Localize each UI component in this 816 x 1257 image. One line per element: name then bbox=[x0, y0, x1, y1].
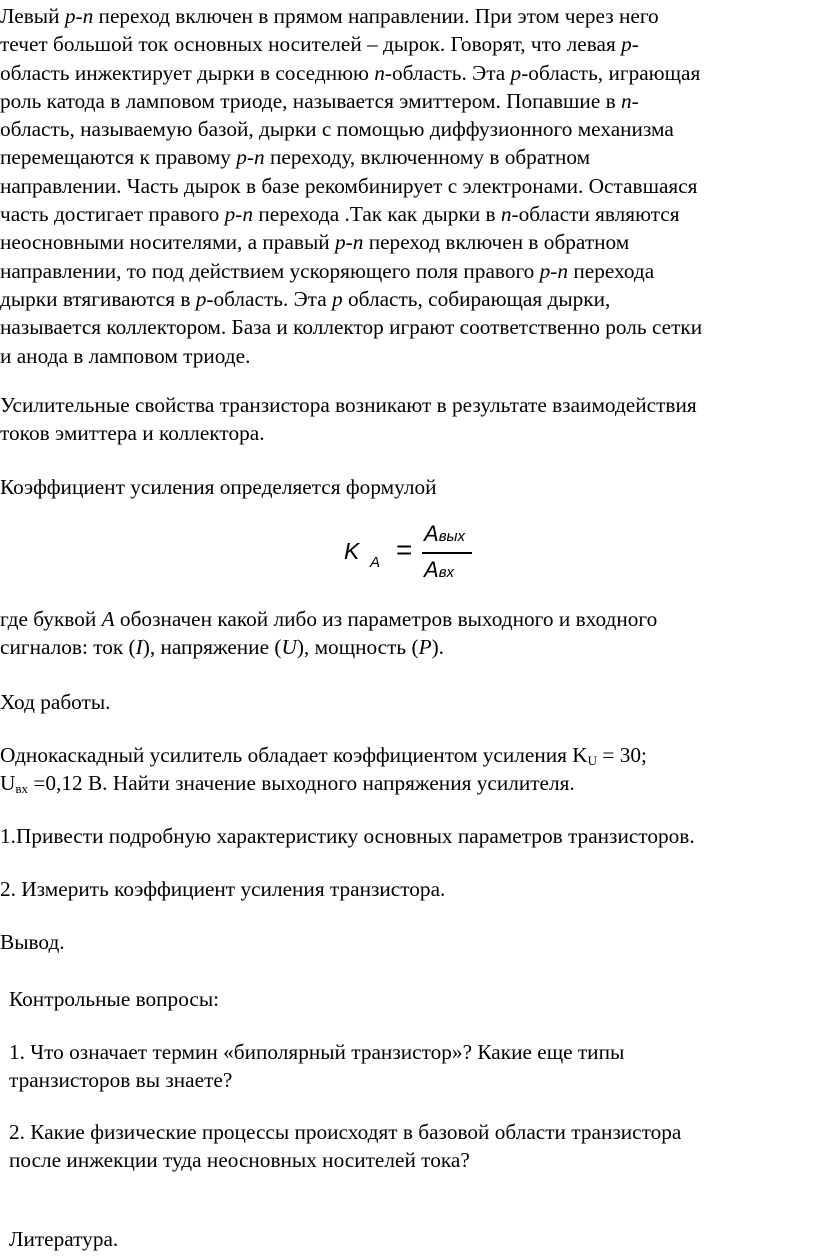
text-line: транзисторов вы знаете? bbox=[9, 1068, 233, 1093]
text-line bbox=[0, 769, 647, 797]
text-run: направлении, то под действием ускоряющего поля правого bbox=[0, 258, 540, 283]
text-run: - bbox=[631, 32, 639, 57]
literature-heading: Литература. bbox=[9, 1227, 119, 1251]
question-2 bbox=[9, 1118, 681, 1175]
text-run: -область. Эта bbox=[384, 60, 511, 85]
italic-term: p-n bbox=[236, 145, 265, 170]
formula-equals: = bbox=[396, 534, 413, 565]
text-line bbox=[0, 30, 702, 58]
text-run: роль катода в ламповом триоде, называется эмиттером. Попавшие в bbox=[0, 88, 621, 113]
italic-term: n bbox=[374, 60, 385, 85]
text-run: область, собирающая дырки, bbox=[342, 286, 611, 311]
text-line bbox=[0, 605, 657, 633]
text-line: называется коллектором. База и коллектор играют соответственно роль сетки bbox=[0, 315, 703, 340]
text-run: ). bbox=[431, 635, 444, 660]
step-2: 2. Измерить коэффициент усиления транзистора. bbox=[0, 877, 446, 901]
text-run: Левый bbox=[0, 4, 65, 28]
text-line bbox=[0, 2, 702, 30]
text-line: 2. Какие физические процессы происходят в базовой области транзистора bbox=[9, 1120, 682, 1144]
text-line: область, называемую базой, дырки с помощью диффузионного механизма bbox=[0, 117, 674, 142]
text-run: течет большой ток основных носителей – дырок. Говорят, что левая bbox=[0, 32, 622, 57]
italic-term: p-n bbox=[224, 202, 254, 227]
text-line bbox=[0, 87, 702, 115]
italic-term: I bbox=[135, 635, 143, 660]
text-run: Однокаскадный усилитель обладает коэффициентом усиления K bbox=[0, 743, 588, 767]
text-run: ), напряжение ( bbox=[142, 635, 282, 660]
text-line bbox=[0, 228, 702, 256]
italic-term: p-n bbox=[539, 258, 569, 283]
text-line bbox=[0, 59, 702, 87]
where-paragraph bbox=[0, 605, 657, 662]
text-run: -области являются bbox=[511, 202, 680, 227]
text-line: направлении. Часть дырок в базе рекомбинирует с электронами. Оставшаяся bbox=[0, 173, 698, 198]
italic-term: p-n bbox=[334, 230, 364, 255]
text-run: -область. Эта bbox=[206, 286, 333, 311]
intro-paragraph bbox=[0, 2, 702, 370]
text-run: -область, играющая bbox=[521, 60, 701, 85]
text-run: переход включен в прямом направлении. При этом через него bbox=[93, 4, 659, 28]
text-run: перемещаются к правому bbox=[0, 145, 237, 170]
italic-term: p bbox=[621, 32, 632, 57]
formula-k-subscript: A bbox=[370, 554, 381, 571]
italic-term: A bbox=[101, 607, 115, 631]
question-1 bbox=[9, 1038, 624, 1095]
italic-term: U bbox=[281, 635, 297, 660]
text-run: ), мощность ( bbox=[296, 635, 419, 660]
text-run: - bbox=[631, 88, 639, 113]
numerator-subscript: вых bbox=[438, 528, 466, 545]
subscript: вх bbox=[15, 781, 29, 797]
text-run: обозначен какой либо из параметров выходного и входного bbox=[114, 607, 658, 631]
questions-heading: Контрольные вопросы: bbox=[9, 987, 220, 1011]
subscript: U bbox=[587, 753, 598, 768]
text-run: = 30; bbox=[597, 743, 647, 767]
text-line: после инжекции туда неосновных носителей тока? bbox=[9, 1148, 470, 1173]
text-run: часть достигает правого bbox=[0, 202, 225, 227]
text-line: токов эмиттера и коллектора. bbox=[0, 421, 265, 446]
text-run: неосновными носителями, а правый bbox=[0, 230, 335, 255]
text-run: перехода bbox=[568, 258, 655, 283]
italic-term: n bbox=[500, 202, 512, 227]
text-run: U bbox=[0, 771, 16, 796]
text-line bbox=[0, 143, 702, 171]
coef-intro: Коэффициент усиления определяется формулой bbox=[0, 475, 437, 499]
italic-term: P bbox=[418, 635, 432, 660]
text-run: переход включен в обратном bbox=[363, 230, 630, 255]
work-heading: Ход работы. bbox=[0, 690, 111, 714]
fraction-bar bbox=[422, 552, 472, 554]
text-run: где буквой bbox=[0, 607, 102, 631]
text-run: перехода .Так как дырки в bbox=[253, 202, 501, 227]
text-line bbox=[0, 285, 702, 313]
text-run: сигналов: ток ( bbox=[0, 635, 136, 660]
text-line: и анода в ламповом триоде. bbox=[0, 343, 251, 368]
italic-term: p bbox=[510, 60, 522, 85]
denominator-subscript: вх bbox=[438, 564, 455, 581]
denominator-symbol: A bbox=[424, 557, 439, 582]
text-line bbox=[0, 257, 702, 285]
text-run: =0,12 В. Найти значение выходного напряжения усилителя. bbox=[28, 771, 575, 796]
text-run: область инжектирует дырки в соседнюю bbox=[0, 60, 375, 85]
formula-numerator bbox=[424, 522, 465, 549]
step-1: 1.Привести подробную характеристику основных параметров транзисторов. bbox=[0, 824, 695, 848]
italic-term: p bbox=[195, 286, 207, 311]
conclusion-heading: Вывод. bbox=[0, 930, 65, 954]
task-paragraph bbox=[0, 741, 647, 798]
text-line bbox=[0, 200, 702, 228]
text-line: Усилительные свойства транзистора возникают в результате взаимодействия bbox=[0, 393, 697, 417]
text-line: 1. Что означает термин «биполярный транзистор»? Какие еще типы bbox=[9, 1040, 625, 1064]
italic-term: p bbox=[332, 286, 343, 311]
amplify-paragraph bbox=[0, 391, 697, 448]
italic-term: p-n bbox=[64, 4, 94, 28]
italic-term: n bbox=[621, 88, 632, 113]
formula-denominator bbox=[424, 558, 454, 585]
text-run: переходу, включенному в обратном bbox=[264, 145, 591, 170]
text-run: дырки втягиваются в bbox=[0, 286, 196, 311]
numerator-symbol: A bbox=[424, 521, 439, 546]
formula-k: K bbox=[344, 538, 360, 564]
text-line bbox=[0, 741, 647, 769]
text-line bbox=[0, 633, 657, 661]
gain-formula bbox=[340, 522, 490, 592]
